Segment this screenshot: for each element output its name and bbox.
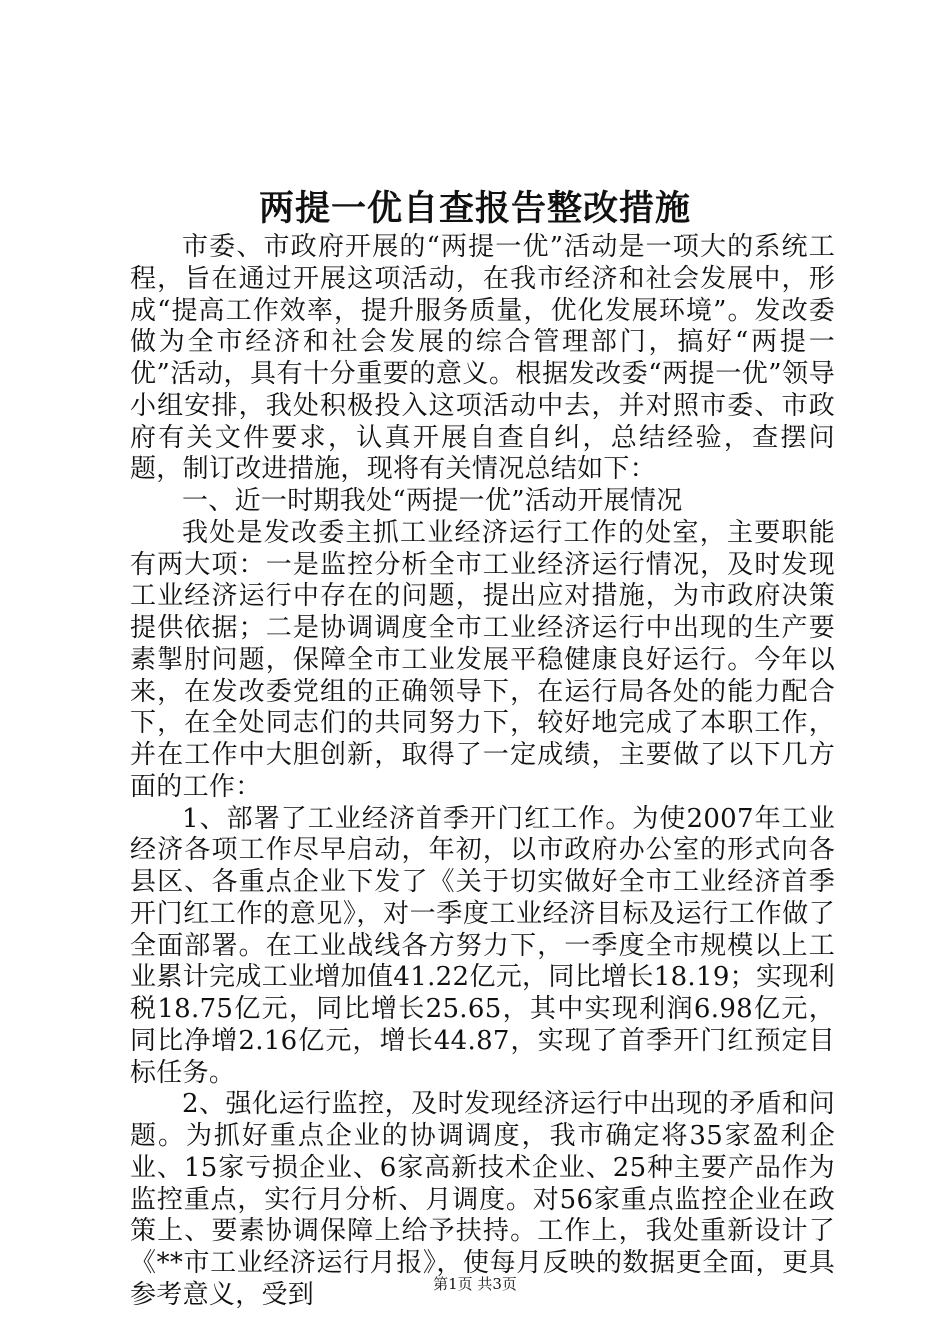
paragraph-duties: 我处是发改委主抓工业经济运行工作的处室，主要职能有两大项：一是监控分析全市工业经济运行情况，及时发现工业经济运行中存在的问题，提出应对措施，为市政府决策提供依据；二是协调调度全市工业经济运行中出现的生产要素掣肘问题，保障全市工业发展平稳健康良好运行。今年以来，在发改委党组的正确领导下，在运行局各处的能力配合下，在全处同志们的共同努力下，较好地完成了本职工作，并在工作中大胆创新，取得了一定成绩，主要做了以下几方面的工作： — [130, 517, 835, 802]
section-heading-1: 一、近一时期我处“两提一优”活动开展情况 — [182, 486, 683, 516]
document-title: 两提一优自查报告整改措施 — [258, 188, 691, 229]
page-footer: 第1页 共3页 — [433, 1275, 517, 1293]
document-body — [130, 232, 835, 1312]
paragraph-item-2: 2、强化运行监控，及时发现经济运行中出现的矛盾和问题。为抓好重点企业的协调调度，我市确定将35家盈利企业、15家亏损企业、6家高新技术企业、25种主要产品作为监控重点，实行月分析、月调度。对56家重点监控企业在政策上、要素协调保障上给予扶持。工作上，我处重新设计了《**市工业经济运行月报》，使每月反映的数据更全面，更具参考意义，受到 — [130, 1089, 835, 1310]
paragraph-item-1: 1、部署了工业经济首季开门红工作。为使2007年工业经济各项工作尽早启动，年初，以市政府办公室的形式向各县区、各重点企业下发了《关于切实做好全市工业经济首季开门红工作的意见》，对一季度工业经济目标及运行工作做了全面部署。在工业战线各方努力下，一季度全市规模以上工业累计完成工业增加值41.22亿元，同比增长18.19；实现利税18.75亿元，同比增长25.65，其中实现利润6.98亿元，同比净增2.16亿元，增长44.87，实现了首季开门红预定目标任务。 — [130, 803, 835, 1088]
paragraph-intro: 市委、市政府开展的“两提一优”活动是一项大的系统工程，旨在通过开展这项活动，在我市经济和社会发展中，形成“提高工作效率，提升服务质量，优化发展环境”。发改委做为全市经济和社会发展的综合管理部门，搞好“两提一优”活动，具有十分重要的意义。根据发改委“两提一优”领导小组安排，我处积极投入这项活动中去，并对照市委、市政府有关文件要求，认真开展自查自纠，总结经验，查摆问题，制订改进措施，现将有关情况总结如下： — [130, 232, 835, 485]
